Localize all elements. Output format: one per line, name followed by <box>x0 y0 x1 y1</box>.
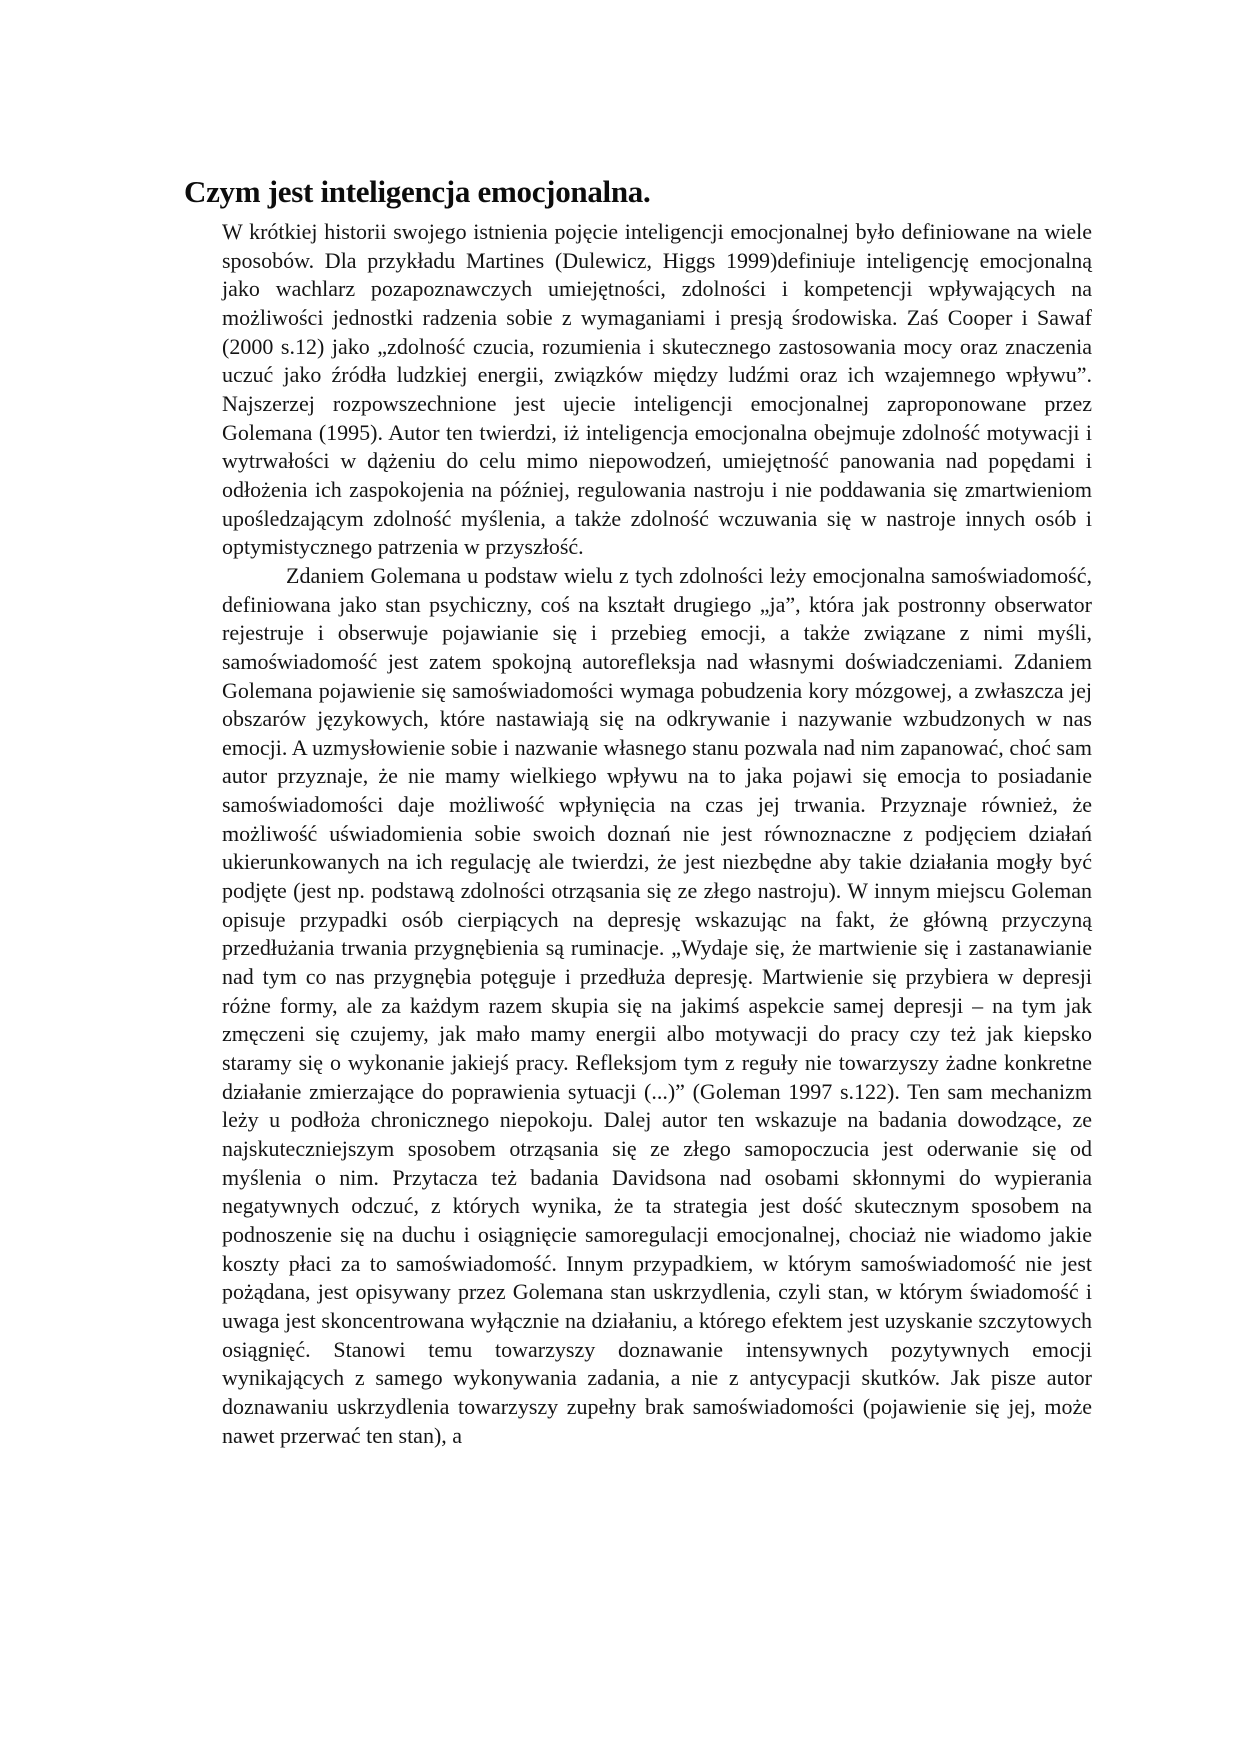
paragraph-1: W krótkiej historii swojego istnienia pojęcie inteligencji emocjonalnej było definiowane na wiele sposobów. Dla przykładu Martines (Dulewicz, Higgs 1999)definiuje inteligencję emocjonalną jako wachlarz pozapoznawczych umiejętności, zdolności i kompetencji wpływających na możliwości jednostki radzenia sobie z wymaganiami i presją środowiska. Zaś Cooper i Sawaf (2000 s.12) jako „zdolność czucia, rozumienia i skutecznego zastosowania mocy oraz znaczenia uczuć jako źródła ludzkiej energii, związków między ludźmi oraz ich wzajemnego wpływu”. Najszerzej rozpowszechnione jest ujecie inteligencji emocjonalnej zaproponowane przez Golemana (1995). Autor ten twierdzi, iż inteligencja emocjonalna obejmuje zdolność motywacji i wytrwałości w dążeniu do celu mimo niepowodzeń, umiejętność panowania nad popędami i odłożenia ich zaspokojenia na później, regulowania nastroju i nie poddawania się zmartwieniom upośledzającym zdolność myślenia, a także zdolność wczuwania się w nastroje innych osób i optymistycznego patrzenia w przyszłość. <box>222 219 1092 560</box>
paragraph-2: Zdaniem Golemana u podstaw wielu z tych zdolności leży emocjonalna samoświadomość, definiowana jako stan psychiczny, coś na kształt drugiego „ja”, która jak postronny obserwator rejestruje i obserwuje pojawianie się i przebieg emocji, a także związane z nimi myśli, samoświadomość jest zatem spokojną autorefleksja nad własnymi doświadczeniami. Zdaniem Golemana pojawienie się samoświadomości wymaga pobudzenia kory mózgowej, a zwłaszcza jej obszarów językowych, które nastawiają się na odkrywanie i nazywanie wzbudzonych w nas emocji. A uzmysłowienie sobie i nazwanie własnego stanu pozwala nad nim zapanować, choć sam autor przyznaje, że nie mamy wielkiego wpływu na to jaka pojawi się emocja to posiadanie samoświadomości daje możliwość wpłynięcia na czas jej trwania. Przyznaje również, że możliwość uświadomienia sobie swoich doznań nie jest równoznaczne z podjęciem działań ukierunkowanych na ich regulację ale twierdzi, że jest niezbędne aby takie działania mogły być podjęte (jest np. podstawą zdolności otrząsania się ze złego nastroju). W innym miejscu Goleman opisuje przypadki osób cierpiących na depresję wskazując na fakt, że główną przyczyną przedłużania trwania przygnębienia są ruminacje. „Wydaje się, że martwienie się i zastanawianie nad tym co nas przygnębia potęguje i przedłuża depresję. Martwienie się przybiera w depresji różne formy, ale za każdym razem skupia się na jakimś aspekcie samej depresji – na tym jak zmęczeni się czujemy, jak mało mamy energii albo motywacji do pracy czy też jak kiepsko staramy się o wykonanie jakiejś pracy. Refleksjom tym z reguły nie towarzyszy żadne konkretne działanie zmierzające do poprawienia sytuacji (...)” (Goleman 1997 s.122). Ten sam mechanizm leży u podłoża chronicznego niepokoju. Dalej autor ten wskazuje na badania dowodzące, ze najskuteczniejszym sposobem otrząsania się ze złego samopoczucia jest oderwanie się od myślenia o nim. Przytacza też badania Davidsona nad osobami skłonnymi do wypierania negatywnych odczuć, z których wynika, że ta strategia jest dość skutecznym sposobem na podnoszenie się na duchu i osiągnięcie samoregulacji emocjonalnej, chociaż nie wiadomo jakie koszty płaci za to samoświadomość. Innym przypadkiem, w którym samoświadomość nie jest pożądana, jest opisywany przez Golemana stan uskrzydlenia, czyli stan, w którym świadomość i uwaga jest skoncentrowana wyłącznie na działaniu, a którego efektem jest uzyskanie szczytowych osiągnięć. Stanowi temu towarzyszy doznawanie intensywnych pozytywnych emocji wynikających z samego wykonywania zadania, a nie z antycypacji skutków. Jak pisze autor doznawaniu uskrzydlenia towarzyszy zupełny brak samoświadomości (pojawienie się jej, może nawet przerwać ten stan), a <box>222 562 1092 1448</box>
article-body <box>222 218 1092 1450</box>
page-title: Czym jest inteligencja emocjonalna. <box>184 174 651 209</box>
